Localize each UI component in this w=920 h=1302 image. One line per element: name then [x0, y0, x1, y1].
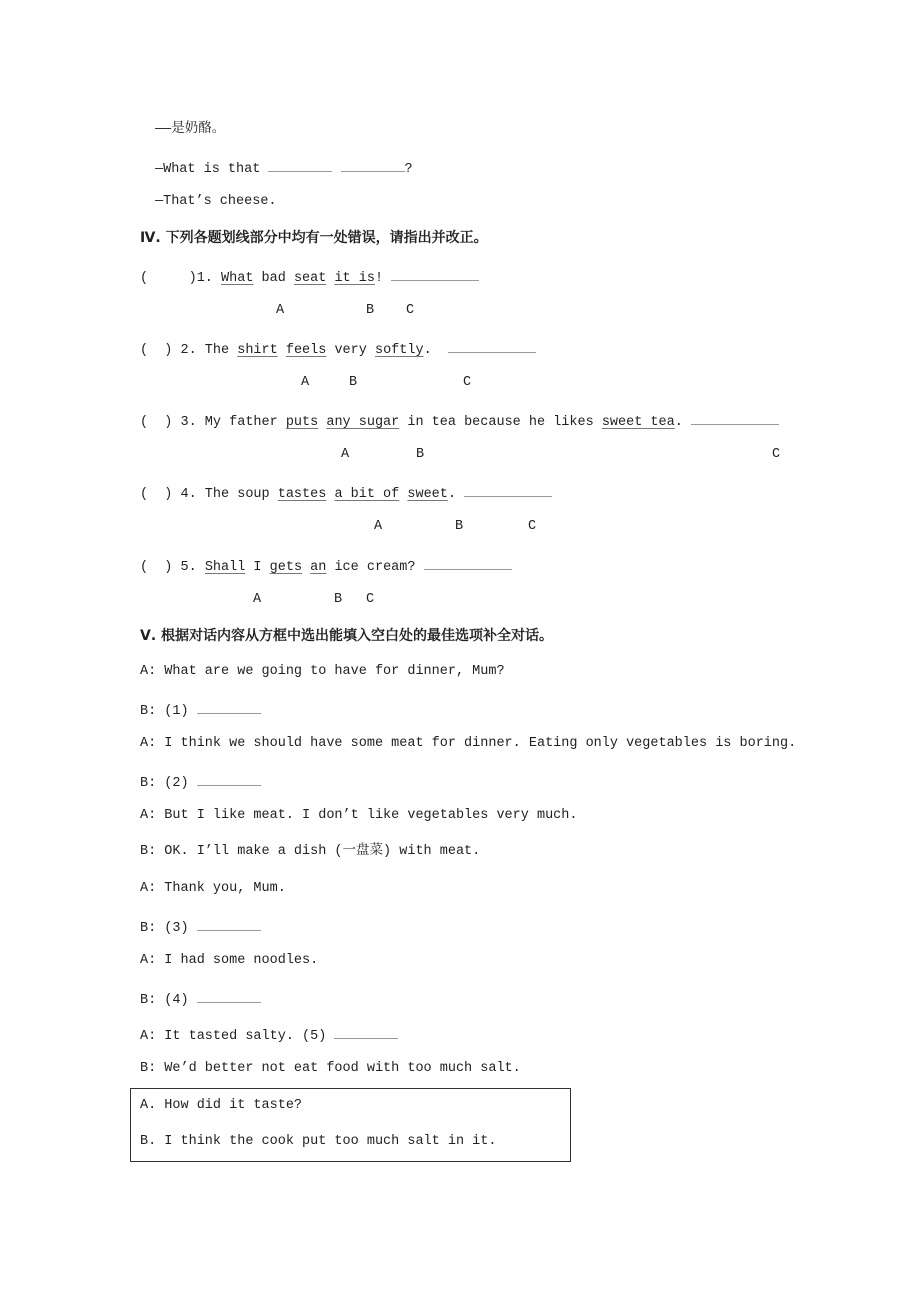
- text: B: (3): [140, 921, 197, 936]
- underlined-a: Shall: [204, 560, 246, 575]
- option-b: B. I think the cook put too much salt in it.: [140, 1134, 497, 1149]
- underlined-c: sweet tea: [601, 415, 675, 430]
- option-a: A. How did it taste?: [140, 1098, 303, 1113]
- text-line: —That’s cheese.: [155, 194, 277, 209]
- text: ?: [404, 162, 413, 177]
- label-c: C: [406, 303, 415, 318]
- dialogue-line: A: Thank you, Mum.: [140, 881, 286, 896]
- dialogue-line: B: OK. I’ll make a dish (一盘菜) with meat.: [140, 844, 481, 859]
- dialogue-line: A: But I like meat. I don’t like vegetables very much.: [140, 808, 578, 823]
- text: .: [447, 487, 456, 502]
- label-c: C: [366, 592, 375, 607]
- text: —What is that: [155, 162, 261, 177]
- answer-blank[interactable]: [334, 1024, 398, 1039]
- text: .: [423, 343, 432, 358]
- dialogue-line: [140, 988, 261, 1010]
- underlined-b: feels: [285, 343, 327, 358]
- answer-blank[interactable]: [464, 482, 552, 497]
- answer-blank[interactable]: [691, 410, 779, 425]
- text: ( ) 4. The soup: [140, 487, 278, 502]
- label-c: C: [772, 447, 781, 462]
- question-2: [140, 338, 536, 360]
- section-heading: Ⅴ. 根据对话内容从方框中选出能填入空白处的最佳选项补全对话。: [140, 628, 554, 644]
- underlined-a: What: [221, 271, 254, 286]
- answer-blank[interactable]: [448, 338, 536, 353]
- answer-blank[interactable]: [197, 916, 261, 931]
- text: B: (4): [140, 993, 197, 1008]
- underlined-b: seat: [293, 271, 327, 286]
- label-c: C: [463, 375, 472, 390]
- text: B: (1): [140, 704, 197, 719]
- label-b: B: [366, 303, 375, 318]
- dialogue-line: A: What are we going to have for dinner, Mum?: [140, 664, 505, 679]
- text: in tea because he likes: [399, 415, 602, 430]
- label-a: A: [301, 375, 310, 390]
- text: very: [326, 343, 375, 358]
- underlined-b: gets: [269, 560, 303, 575]
- answer-blank[interactable]: [268, 157, 332, 172]
- label-a: A: [374, 519, 383, 534]
- text: I: [245, 560, 270, 575]
- label-c: C: [528, 519, 537, 534]
- underlined-c: softly: [374, 343, 424, 358]
- dialogue-line: [140, 771, 261, 793]
- text: ( ) 3. My father: [140, 415, 286, 430]
- underlined-a: shirt: [237, 343, 278, 358]
- answer-blank[interactable]: [341, 157, 405, 172]
- answer-blank[interactable]: [197, 988, 261, 1003]
- label-b: B: [455, 519, 464, 534]
- answer-blank[interactable]: [197, 771, 261, 786]
- underlined-c: sweet: [407, 487, 448, 502]
- text: ( ) 5.: [140, 560, 205, 575]
- dialogue-line: [140, 699, 261, 721]
- dialogue-line: [140, 1024, 398, 1046]
- label-b: B: [416, 447, 425, 462]
- text: ice cream?: [326, 560, 416, 575]
- text: .: [674, 415, 683, 430]
- label-b: B: [334, 592, 343, 607]
- text: [278, 343, 286, 358]
- label-b: B: [349, 375, 358, 390]
- text: ( ) 2. The: [140, 343, 238, 358]
- question-4: [140, 482, 552, 504]
- answer-blank[interactable]: [424, 555, 512, 570]
- label-a: A: [253, 592, 262, 607]
- underlined-c: it is: [334, 271, 375, 286]
- dialogue-line: A: I think we should have some meat for dinner. Eating only vegetables is boring.: [140, 736, 797, 751]
- text: !: [374, 271, 384, 286]
- underlined-c: an: [310, 560, 327, 575]
- section-heading: Ⅳ. 下列各题划线部分中均有一处错误，请指出并改正。: [140, 230, 488, 246]
- text: ( )1.: [140, 271, 222, 286]
- question-1: [140, 266, 479, 288]
- label-a: A: [341, 447, 350, 462]
- question-3: [140, 410, 779, 432]
- underlined-b: any sugar: [326, 415, 400, 430]
- underlined-a: tastes: [277, 487, 327, 502]
- underlined-b: a bit of: [334, 487, 400, 502]
- text-line: ——是奶酪。: [155, 122, 226, 137]
- label-a: A: [276, 303, 285, 318]
- text: A: It tasted salty. (5): [140, 1029, 335, 1044]
- underlined-a: puts: [285, 415, 319, 430]
- text: [302, 560, 310, 575]
- answer-blank[interactable]: [391, 266, 479, 281]
- dialogue-line: A: I had some noodles.: [140, 953, 319, 968]
- text: B: (2): [140, 776, 197, 791]
- question-5: [140, 555, 512, 577]
- dialogue-line: B: We’d better not eat food with too much salt.: [140, 1061, 521, 1076]
- answer-blank[interactable]: [197, 699, 261, 714]
- text-line: [155, 157, 413, 179]
- text: bad: [253, 271, 294, 286]
- dialogue-line: [140, 916, 261, 938]
